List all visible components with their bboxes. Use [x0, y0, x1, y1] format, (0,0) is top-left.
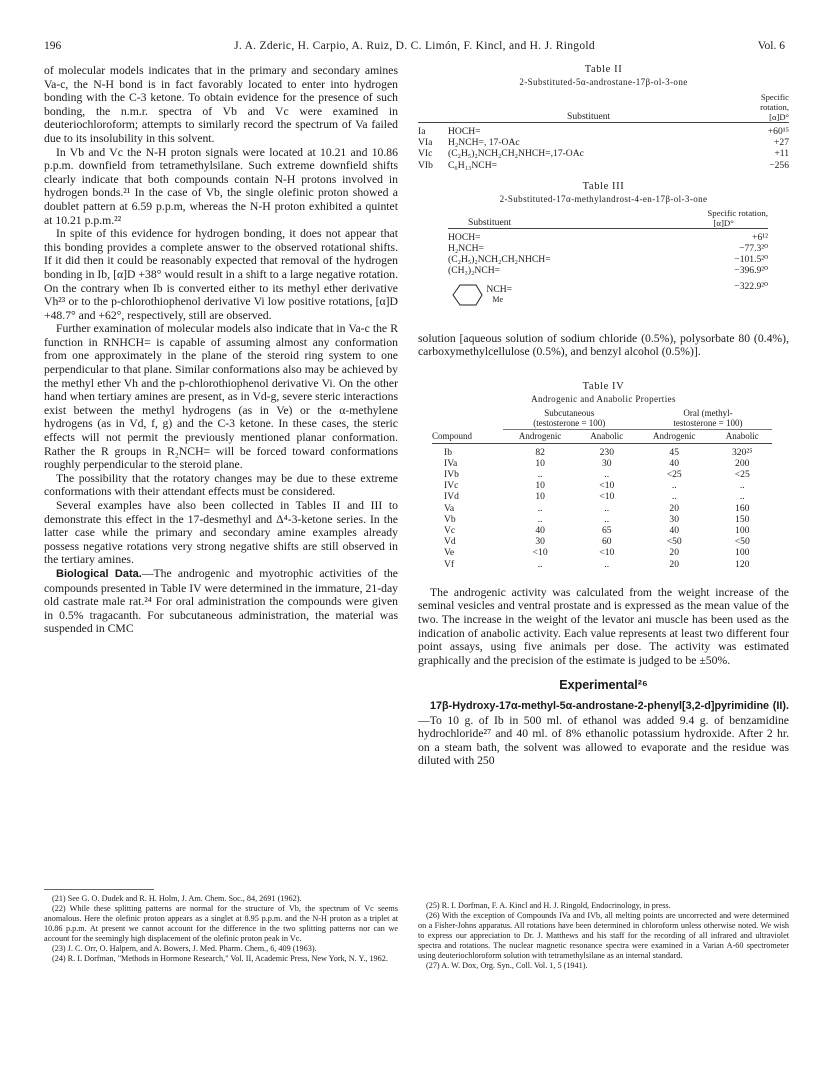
table-4 — [432, 408, 772, 570]
pyrrolidine-ring-icon — [448, 280, 484, 310]
cell: .. — [537, 558, 543, 570]
paragraph: The androgenic activity was calculated from the weight increase of the seminal vesicles and ventral prostate and is expressed as the mean value of the two. The increase in the weight of the levator ani muscle has been used as the indication of anabolic activity. Each value represents at least two different four point assays, using five animals per dose. The activity was estimated graphically and the precision of the estimate is judged to be ±50%. — [418, 585, 789, 667]
cell: 10 — [535, 480, 545, 492]
cell: 10 — [535, 457, 545, 469]
row-id: VIa — [418, 137, 433, 149]
column-header: Compound — [432, 431, 473, 442]
table-row — [448, 232, 768, 243]
volume-label: Vol. 6 — [757, 40, 785, 52]
cell: .. — [604, 513, 610, 525]
cell: <50 — [734, 536, 750, 548]
table-row — [448, 243, 768, 254]
group-header: testosterone = 100) — [673, 418, 743, 429]
table-row — [432, 525, 772, 536]
cell: 45 — [669, 446, 679, 458]
substituent: HOCH= — [448, 231, 481, 243]
table-row — [432, 547, 772, 558]
table-4-caption: Androgenic and Anabolic Properties — [531, 393, 676, 404]
footnotes-right — [418, 901, 789, 971]
column-header: Specific rotation, — [707, 207, 768, 218]
cell: <50 — [666, 536, 682, 548]
column-header: Anabolic — [590, 431, 624, 442]
table-4-title: Table IV — [582, 380, 625, 392]
cell: 20 — [669, 558, 679, 570]
substituent: (C₂H₅)₂NCH₂CH₂NHCH=,17-OAc — [448, 148, 584, 160]
compound: Vd — [444, 536, 456, 548]
substituent: (CH₃)₂NCH= — [448, 265, 501, 277]
cell: 20 — [669, 547, 679, 559]
cell: 100 — [735, 547, 750, 559]
cell: 160 — [735, 502, 750, 514]
table-3 — [448, 208, 768, 310]
cell: 230 — [599, 446, 614, 458]
cell: .. — [671, 491, 677, 503]
footnote: (24) R. I. Dorfman, "Methods in Hormone Research," Vol. II, Academic Press, New York, N. Y., 1962. — [52, 954, 388, 963]
rotation: −101.5²⁰ — [734, 254, 768, 266]
cell: 30 — [669, 513, 679, 525]
cell: 60 — [602, 536, 612, 548]
group-header: Subcutaneous — [544, 407, 595, 418]
column-header: Substituent — [468, 216, 512, 228]
left-column — [44, 64, 398, 636]
column-header: [α]D° — [713, 217, 734, 228]
cell: .. — [537, 513, 543, 525]
compound: IVb — [444, 468, 459, 480]
table-row — [418, 160, 789, 171]
table-row — [448, 277, 768, 310]
cell: 150 — [735, 513, 750, 525]
rotation: −322.9²⁰ — [734, 280, 768, 292]
compound: Ib — [444, 446, 452, 458]
cell: <10 — [599, 491, 615, 503]
table-row — [418, 126, 789, 137]
column-header: Substituent — [567, 110, 611, 122]
table-row — [432, 503, 772, 514]
compound: IVc — [444, 480, 459, 492]
table-row — [432, 480, 772, 491]
substituent: (C₂H₅)₂NCH₂CH₂NHCH= — [448, 254, 551, 266]
rotation: +6¹² — [752, 231, 768, 243]
footnote: (27) A. W. Dox, Org. Syn., Coll. Vol. 1, 5 (1941). — [426, 961, 588, 970]
cell: <25 — [666, 468, 682, 480]
compound: Vc — [444, 524, 456, 536]
table-2-title: Table II — [584, 64, 623, 75]
table-2-caption: 2-Substituted-5α-androstane-17β-ol-3-one — [519, 77, 688, 87]
cell: .. — [604, 558, 610, 570]
paragraph-text: —The androgenic and myotrophic activities of the compounds presented in Table IV were determined in the immature, 21-day old castrate male rat.²⁴ For oral administration the compounds were given in 0.5% tragacanth. For subcutaneous administration, the material was suspended in CMC — [44, 566, 398, 636]
cell: 40 — [535, 524, 545, 536]
cell: 120 — [735, 558, 750, 570]
cell: 20 — [669, 502, 679, 514]
rotation: −396.9²⁰ — [734, 265, 768, 277]
rotation: +11 — [774, 148, 789, 160]
table-row — [432, 559, 772, 570]
paragraph-text: —To 10 g. of Ib in 500 ml. of ethanol was added 9.4 g. of benzamidine hydrochloride²⁷ and 40 ml. of 8% ethanolic potassium hydroxide. After 2 hr. on a steam bath, the solvent was allowed to evaporate and the residue was diluted with 250 — [418, 713, 789, 768]
table-row — [432, 514, 772, 525]
table-row — [432, 469, 772, 480]
paragraph: In Vb and Vc the N-H proton signals were located at 10.21 and 10.86 p.p.m. downfield from tetramethylsilane. Such extreme downfield shifts clearly indicate that both compounds contain N-H protons involved in hydrogen bonds.²¹ In the case of Vb, the single olefinic proton showed a doublet pattern at 6.59 p.p.m, whereas the N-H proton exhibited a quintet at 10.21 p.p.m.²² — [44, 145, 398, 227]
rotation: +27 — [773, 137, 789, 149]
footnote: (21) See G. O. Dudek and R. H. Holm, J. Am. Chem. Soc., 84, 2691 (1962). — [52, 894, 302, 903]
footnotes-left — [44, 894, 398, 964]
footnote: (22) While these splitting patterns are normal for the structure of Vb, the spectrum of Vc seems anomalous. Here the olefinic proton appears as a singlet at 8.95 p.p.m. and the N-H proton as a triplet at 10.86 p.p.m. At present we cannot account for the difference in the two splitting patterns nor can we account for the seemingly high displacement of the olefinic proton peak in Vc. — [44, 904, 398, 943]
cell: .. — [739, 480, 745, 492]
cell: <10 — [532, 547, 548, 559]
methyl-label: Me — [492, 294, 504, 304]
substituent: H₂NCH= — [448, 243, 484, 255]
biological-data-paragraph — [44, 567, 398, 636]
experimental-paragraph — [418, 699, 789, 768]
substituent: H₂NCH=, 17-OAc — [448, 137, 520, 149]
footnote: (25) R. I. Dorfman, F. A. Kincl and H. J. Ringold, Endocrinology, in press. — [426, 901, 671, 910]
cell: <25 — [734, 468, 750, 480]
table-row — [418, 137, 789, 148]
group-header: (testosterone = 100) — [533, 418, 606, 429]
compound: Vb — [444, 513, 456, 525]
compound: IVd — [444, 491, 459, 503]
section-heading: Biological Data. — [56, 567, 142, 580]
page-number: 196 — [44, 40, 62, 52]
table-row — [432, 458, 772, 469]
column-header: Androgenic — [518, 431, 562, 442]
cell: .. — [604, 502, 610, 514]
footnote: (23) J. C. Orr, O. Halpern, and A. Bowers, J. Med. Pharm. Chem., 6, 409 (1963). — [52, 944, 317, 953]
row-id: VIc — [418, 148, 433, 160]
cell: 200 — [735, 457, 750, 469]
compound-name: 17β-Hydroxy-17α-methyl-5α-androstane-2-phenyl[3,2-d]pyrimidine (II). — [430, 699, 789, 712]
compound: Ve — [444, 547, 455, 559]
table-row — [448, 254, 768, 265]
substituent: C₆H₁₃NCH= — [448, 159, 498, 171]
cell: 30 — [602, 457, 612, 469]
cell: 65 — [602, 524, 612, 536]
experimental-heading: Experimental²⁶ — [559, 678, 648, 693]
cell: <10 — [599, 480, 615, 492]
cell: 40 — [669, 524, 679, 536]
cell: .. — [671, 480, 677, 492]
table-3-title: Table III — [582, 180, 625, 192]
author-line: J. A. Zderic, H. Carpio, A. Ruiz, D. C. Limón, F. Kincl, and H. J. Ringold — [234, 40, 595, 52]
table-2 — [418, 92, 789, 171]
column-header: Specific — [760, 92, 789, 102]
cell: .. — [604, 468, 610, 480]
cell: .. — [537, 502, 543, 514]
column-header: rotation, — [760, 102, 789, 112]
cell: 40 — [669, 457, 679, 469]
rotation: −256 — [769, 159, 789, 171]
substituent: HOCH= — [448, 126, 481, 137]
footnote: (26) With the exception of Compounds IVa and IVb, all melting points are uncorrected and were determined on a Fisher-Johns apparatus. All rotations have been determined in chloroform unless otherwise noted. We wish to express our appreciation to Dr. J. Matthews and his staff for the recording of all infrared and ultraviolet spectra and rotations. The nuclear magnetic resonance spectra were examined in a Varian A-60 spectrometer using deuteriochloroform solution with tetramethylsilane as an internal standard. — [418, 911, 789, 960]
cell: 30 — [535, 536, 545, 548]
cell: <10 — [599, 547, 615, 559]
cell: 320²⁵ — [731, 446, 753, 458]
column-header: Anabolic — [725, 431, 759, 442]
rotation: −77.3²⁰ — [739, 243, 768, 255]
table-row — [432, 447, 772, 458]
paragraph: Several examples have also been collected in Tables II and III to demonstrate this effect in the 17-desmethyl and Δ⁴-3-ketone series. In the latter case while the primary and secondary amine examples already possess negative rotations very strong negative shifts are still observed in the tertiary amines. — [44, 499, 398, 567]
paragraph: of molecular models indicates that in the primary and secondary amines Va-c, the N-H bond is in fact favorably located to enter into hydrogen bonding with the C-3 ketone. To obtain evidence for the presence of such bonding, the n.m.r. spectra of Vb and Vc were examined in deuteriochloroform; attempts to similarly record the spectrum of Va failed due to its insolubility in this solvent. — [44, 64, 398, 145]
table-3-caption: 2-Substituted-17α-methylandrost-4-en-17β-ol-3-one — [499, 193, 708, 204]
substituent: NCH= — [486, 283, 513, 295]
table-row — [432, 491, 772, 502]
group-header: Oral (methyl- — [683, 407, 733, 418]
table-row — [432, 536, 772, 547]
paragraph: Further examination of molecular models also indicate that in Va-c the R function in RNHCH= is capable of assuming almost any conformation from one approximately in the plane of the steroid ring system to one perpendicular to that plane. Similar conformations also may be achieved by the methyl ether Vh and the p-chlorothiophenol derivative Vi. On the other hand when tertiary amines are present, as in Vd-g, severe steric interactions exist between the methyl hydrogens (as in Ve) or the α-methylene hydrogens (as in Vd, f, g) and the C-3 ketone. In these cases, the steric effects will not permit the previously mentioned planar conformation. Rather the R groups in R₂NCH= will be forced toward conformations roughly perpendicular to the steroid plane. — [44, 322, 398, 472]
paragraph: solution [aqueous solution of sodium chloride (0.5%), polysorbate 80 (0.4%), carboxymethylcellulose (0.5%), and benzyl alcohol (0.5%)]. — [418, 331, 789, 359]
cell: 10 — [535, 491, 545, 503]
cell: 100 — [735, 524, 750, 536]
row-id: VIb — [418, 159, 433, 171]
cell: .. — [739, 491, 745, 503]
cell: 82 — [535, 446, 545, 458]
compound: IVa — [444, 457, 458, 469]
table-row — [418, 148, 789, 159]
right-column — [418, 64, 789, 768]
compound: Va — [444, 502, 455, 514]
cell: .. — [537, 468, 543, 480]
rotation: +60¹⁵ — [767, 126, 789, 137]
compound: Vf — [444, 558, 455, 570]
row-id: Ia — [418, 126, 426, 137]
paragraph: The possibility that the rotatory changes may be due to these extreme conformations with their attendant effects must be considered. — [44, 471, 398, 499]
paragraph: In spite of this evidence for hydrogen bonding, it does not appear that this bonding provides a complete answer to the observed rotational shifts. If it did then it could be reasonably expected that removal of the hydrogen bonding in Ib, [α]D +38° would result in a shift to a large negative rotation. On the contrary when Ib is converted either to its methyl ether derivative Vh²³ or to the p-chlorothiophenol derivative Vi low positive rotations, [α]D +48.7° and +62°, respectively, still are observed. — [44, 227, 398, 322]
column-header: [α]D° — [769, 112, 789, 122]
running-header — [44, 40, 785, 56]
footnote-separator — [44, 889, 154, 890]
table-row — [448, 265, 768, 276]
column-header: Androgenic — [652, 431, 696, 442]
